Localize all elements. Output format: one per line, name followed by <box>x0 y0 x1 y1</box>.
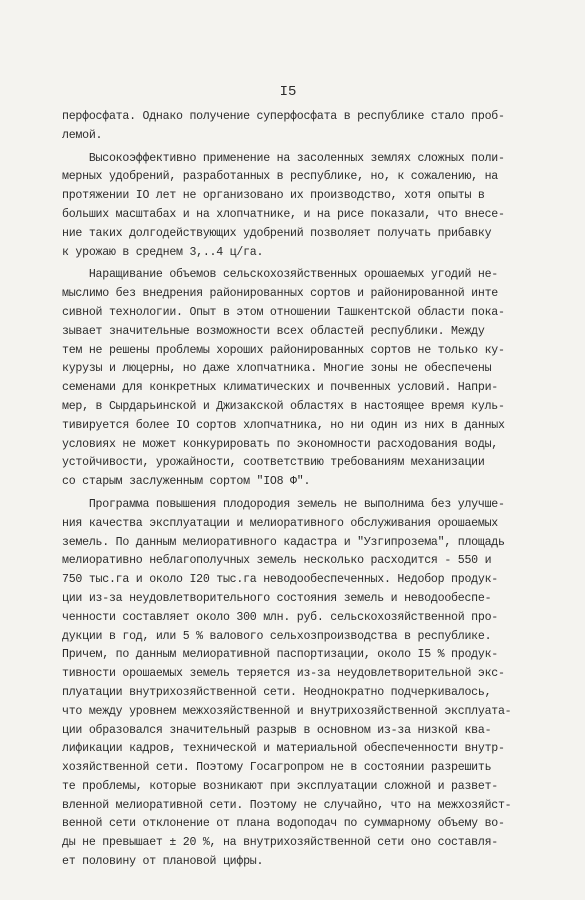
text-line: Программа повышения плодородия земель не выполнима без улучше- <box>62 497 505 511</box>
text-line: ние таких долгодействующих удобрений позволяет получать прибавку <box>62 226 492 240</box>
text-line: мерных удобрений, разработанных в республике, но, к сожалению, на <box>62 170 498 184</box>
text-line: мер, в Сырдарьинской и Джизакской областях в настоящее время куль- <box>62 399 505 413</box>
text-line: Наращивание объемов сельскохозяйственных орошаемых угодий не- <box>62 268 498 282</box>
text-line: Высокоэффективно применение на засоленных землях сложных поли- <box>62 151 505 165</box>
text-line: устойчивости, урожайности, соответствию требованиям механизации <box>62 456 485 470</box>
text-line: хозяйственной сети. Поэтому Госагропром не в состоянии разрешить <box>62 761 492 775</box>
text-line: ды не превышает ± 20 %, на внутрихозяйственной сети оно составля- <box>62 836 498 850</box>
text-line: 750 тыс.га и около I20 тыс.га неводообеспеченных. Недобор продук- <box>62 573 498 587</box>
paragraph <box>62 150 532 263</box>
text-line: протяжении IO лет не организовано их производство, хотя опыты в <box>62 189 485 203</box>
text-line: тивируется более IO сортов хлопчатника, но ни один из них в данных <box>62 418 505 432</box>
text-line: зывает значительные возможности всех областей республики. Между <box>62 324 485 338</box>
text-line: тивности орошаемых земель теряется из-за неудовлетворительной экс- <box>62 667 505 681</box>
text-line: сивной технологии. Опыт в этом отношении Ташкентской области пока- <box>62 305 505 319</box>
text-line: мелиоративно неблагополучных земель несколько расходится - 550 и <box>62 554 492 568</box>
text-line: перфосфата. Однако получение суперфосфата в республике стало проб- <box>62 110 505 123</box>
page-number: I5 <box>279 84 297 100</box>
text-line: венной сети отклонение от плана водоподач по суммарному объему во- <box>62 817 505 831</box>
text-line: лемой. <box>62 128 103 142</box>
paragraph <box>62 266 532 492</box>
text-line: со старым заслуженным сортом "IO8 Ф". <box>62 475 311 489</box>
text-line: к урожаю в среднем 3,..4 ц/га. <box>62 245 264 259</box>
text-line: дукции в год, или 5 % валового сельхозпроизводства в республике. <box>62 629 492 643</box>
document-body <box>62 108 532 872</box>
text-line: плуатации внутрихозяйственной сети. Неоднократно подчеркивалось, <box>62 685 492 699</box>
text-line: ции образовался значительный разрыв в основном из-за низкой ква- <box>62 723 492 737</box>
paragraph <box>62 108 532 146</box>
text-line: что между уровнем межхозяйственной и внутрихозяйственной эксплуата- <box>62 704 512 718</box>
paragraph <box>62 496 532 872</box>
text-line: семенами для конкретных климатических и почвенных условий. Напри- <box>62 381 498 395</box>
text-line: больших масштабах и на хлопчатнике, и на рисе показали, что внесе- <box>62 207 505 221</box>
text-line: ния качества эксплуатации и мелиоративного обслуживания орошаемых <box>62 516 498 530</box>
text-line: Причем, по данным мелиоративной паспортизации, около I5 % продук- <box>62 648 498 662</box>
text-line: курузы и люцерны, но даже хлопчатника. Многие зоны не обеспечены <box>62 362 492 376</box>
text-line: ции из-за неудовлетворительного состояния земель и неводообеспе- <box>62 591 492 605</box>
text-line: лификации кадров, технической и материальной обеспеченности внутр- <box>62 742 505 756</box>
text-line: тем не решены проблемы хороших районированных сортов не только ку- <box>62 343 505 357</box>
text-line: условиях не может конкурировать по экономности расходования воды, <box>62 437 498 451</box>
text-line: мыслимо без внедрения районированных сортов и районированной инте <box>62 287 498 301</box>
text-line: ет половину от плановой цифры. <box>62 855 264 869</box>
text-line: ченности составляет около 300 млн. руб. сельскохозяйственной про- <box>62 610 498 624</box>
text-line: земель. По данным мелиоративного кадастра и "Узгипрозема", площадь <box>62 535 505 549</box>
text-line: те проблемы, которые возникают при эксплуатации сложной и развет- <box>62 779 498 793</box>
text-line: вленной мелиоративной сети. Поэтому не случайно, что на межхозяйст- <box>62 798 512 812</box>
